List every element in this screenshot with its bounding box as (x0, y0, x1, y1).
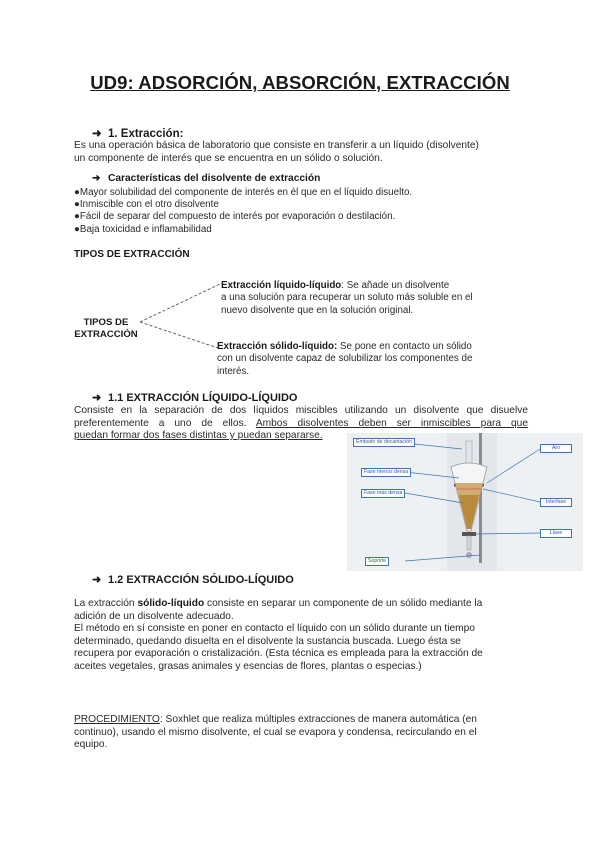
section-heading-ll: ➜ 1.1 EXTRACCIÓN LÍQUIDO-LÍQUIDO (92, 392, 298, 404)
arrow-right-icon: ➜ (92, 128, 102, 140)
arrow-right-icon: ➜ (92, 173, 101, 184)
section-text: Es una operación básica de laboratorio que consiste en transferir a un líquido (disolvente) un componente de interés que se encuentra en un sólido o solución. (74, 140, 479, 164)
page-title: UD9: ADSORCIÓN, ABSORCIÓN, EXTRACCIÓN (90, 72, 510, 93)
label-fase-menos-densa: Fase menos densa (361, 468, 411, 477)
sl-text: La extracción sólido-líquido consiste en separar un componente de un sólido mediante la adición de un disolvente adecuado. El método en sí consiste en poner en contacto el líquido con un sólido durante un tiempo determinado, quedando disuelta en el disolvente la sustancia buscada. Luego ésta se recupera por evaporación o cristalización. (Esta técnica es empleada para la extracción de aceites vegetales, grasas animales y esencias de flores, plantas o especias.) (74, 598, 483, 672)
bullet-dot: ● (74, 223, 80, 235)
label-interfase: Interfase (540, 498, 572, 507)
list-item: ●Mayor solubilidad del componente de interés en él que en el líquido disuelto. (74, 187, 413, 198)
tipos-heading: TIPOS DE EXTRACCIÓN (74, 249, 190, 260)
branch-lines (138, 282, 222, 350)
procedimiento-text: PROCEDIMIENTO: Soxhlet que realiza múltiples extracciones de manera automática (en continuo), usando el mismo disolvente, el cual se evapora y condensa, recirculando en el equipo. (74, 714, 477, 751)
label-embudo: Embudo de decantación (353, 438, 415, 447)
bullet-dot: ● (74, 199, 80, 211)
section-heading-sl: ➜ 1.2 EXTRACCIÓN SÓLIDO-LÍQUIDO (92, 574, 294, 586)
subheading-caracteristicas: ➜ Características del disolvente de extracción (92, 173, 321, 184)
label-aro: Aro (540, 444, 572, 453)
ll-description: Extracción líquido-líquido: Se añade un disolvente a una solución para recuperar un soluto más soluble en el nuevo disolvente que en la solución original. (221, 280, 473, 316)
section-heading-extraccion: ➜ 1. Extracción: (92, 128, 184, 140)
arrow-right-icon: ➜ (92, 574, 102, 586)
ll-text: Consiste en la separación de dos líquidos miscibles utilizando un disolvente que disuelve preferentemente a uno de ellos. Ambos disolventes deben ser inmiscibles para que puedan formar dos fases distintas y puedan separarse. (74, 405, 529, 442)
separatory-funnel-figure (347, 433, 583, 571)
arrow-right-icon: ➜ (92, 392, 102, 404)
label-soporte: Soporte (365, 557, 389, 566)
bullet-dot: ● (74, 187, 80, 198)
sl-description: Extracción sólido-líquido: Se pone en contacto un sólido con un disolvente capaz de solubilizar los componentes de interés. (217, 341, 473, 377)
list-item: ●Inmiscible con el otro disolvente (74, 199, 219, 211)
bullet-dot: ● (74, 211, 80, 223)
label-fase-mas-densa: Fase más densa (361, 489, 405, 498)
label-llave: Llave (540, 529, 572, 538)
tipos-label: TIPOS DE EXTRACCIÓN (74, 317, 138, 340)
list-item: ●Baja toxicidad e inflamabilidad (74, 223, 212, 235)
list-item: ●Fácil de separar del compuesto de interés por evaporación o destilación. (74, 211, 396, 223)
bullet-list (74, 187, 412, 236)
